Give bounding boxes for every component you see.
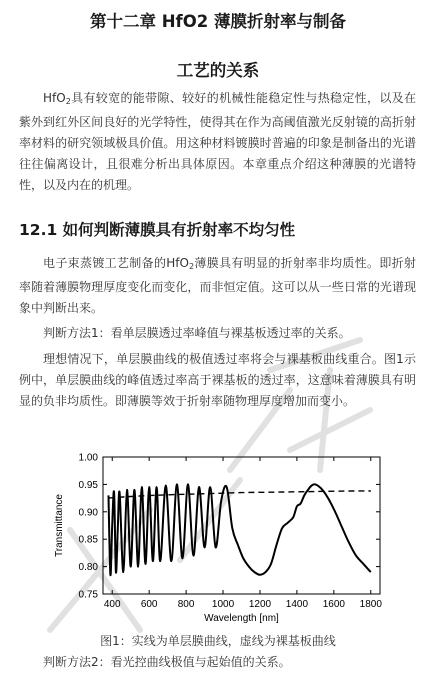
y-tick-label: 0.85 — [78, 534, 98, 546]
x-tick-label: 1200 — [248, 599, 272, 610]
intro-text-b: 具有较宽的能带隙、较好的机械性能稳定性与热稳定性，以及在紫外到红外区间良好的光学特性，使得其在作为高阈值激光反射镜的高折射率材料的研究领域极具价值。用这种材料镀膜时普遍的印象是制备出的光谱往往偏离设计，且很难分析出具体原因。本章重点介绍这种薄膜的光谱特性，以及内在的机理。 — [19, 91, 416, 192]
y-tick-label: 0.75 — [78, 589, 98, 601]
y-axis-label: Transmittance — [54, 494, 65, 557]
x-tick-label: 1400 — [285, 599, 309, 610]
x-tick-label: 400 — [103, 599, 121, 610]
figure-caption: 图1：实线为单层膜曲线，虚线为裸基板曲线 — [100, 634, 336, 648]
intro-subscript: 2 — [65, 97, 71, 106]
section-paragraph-1-b: 薄膜具有明显的折射率非均质性。即折射率随着薄膜物理厚度变化而变化，而非恒定值。这可以从一些日常的光谱现象中判断出来。 — [19, 256, 416, 315]
x-tick-label: 1000 — [211, 599, 235, 610]
y-tick-label: 0.95 — [78, 479, 98, 491]
transmittance-chart — [40, 448, 390, 626]
intro-paragraph — [19, 88, 416, 196]
x-axis-label: Wavelength [nm] — [204, 613, 279, 624]
intro-text-a: HfO — [43, 91, 66, 105]
single-layer-solid-line — [109, 484, 371, 575]
x-tick-label: 1600 — [322, 599, 345, 610]
x-tick-label: 1800 — [359, 599, 382, 610]
section-paragraph-1-subscript: 2 — [188, 262, 195, 271]
section-heading: 12.1 如何判断薄膜具有折射率不均匀性 — [19, 221, 296, 239]
y-tick-label: 0.80 — [78, 562, 98, 574]
chapter-title: 第十二章 HfO2 薄膜折射率与制备 — [90, 12, 346, 31]
section-paragraph-2: 理想情况下，单层膜曲线的极值透过率将会与裸基板曲线重合。图1示例中，单层膜曲线的峰值透过率高于裸基板的透过率，这意味着薄膜具有明显的负非均质性。即薄膜等效于折射率随物理厚度增加而变小。 — [19, 352, 416, 408]
y-tick-label: 1.00 — [78, 452, 98, 464]
x-tick-label: 600 — [140, 599, 158, 610]
section-paragraph-1-a: 电子束蒸镀工艺制备的HfO — [43, 256, 189, 270]
method-2-line: 判断方法2：看光控曲线极值与起始值的关系。 — [43, 655, 291, 669]
section-paragraph-1 — [19, 253, 416, 319]
method-1-line: 判断方法1：看单层膜透过率峰值与裸基板透过率的关系。 — [43, 326, 351, 340]
chapter-title-line-2: 工艺的关系 — [176, 61, 260, 80]
y-tick-label: 0.90 — [78, 507, 98, 519]
x-tick-label: 800 — [177, 599, 195, 610]
